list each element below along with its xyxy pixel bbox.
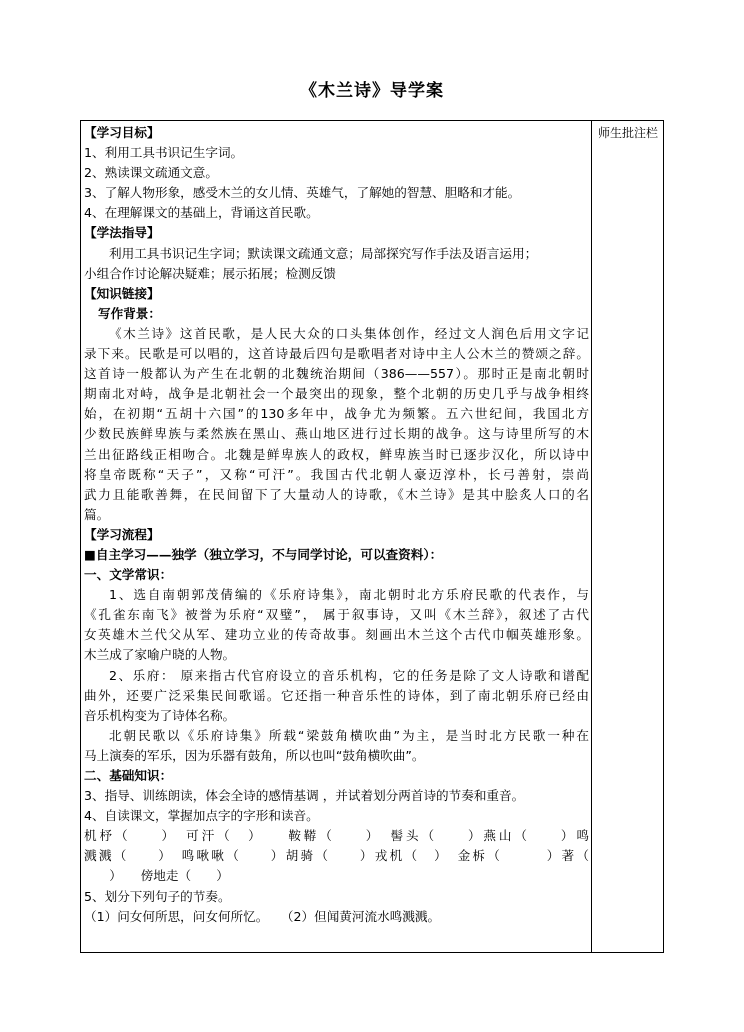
content-line: 写作背景： <box>98 305 161 321</box>
content-line: ） 傍地走（ ） <box>84 868 229 884</box>
content-line: 马上演奏的军乐，因为乐器有鼓角，所以也叫“鼓角横吹曲”。 <box>84 747 425 763</box>
content-line: 音乐机构变为了诗体名称。 <box>84 707 236 723</box>
content-line: （1）问女何所思，问女何所忆。 （2）但闻黄河流水鸣溅溅。 <box>84 908 441 924</box>
content-line: ■自主学习——独学（独立学习，不与同学讨论，可以查资料）： <box>84 546 443 562</box>
content-line: 二、基础知识： <box>84 768 173 783</box>
content-line: 【学法指导】 <box>84 225 160 241</box>
content-line: 曲外，还要广泛采集民间歌谣。它还指一种音乐性的诗体，到了南北朝乐府已经由 <box>84 687 589 703</box>
annotation-column-header: 师生批注栏 <box>598 126 659 140</box>
content-line: 【学习流程】 <box>84 526 160 542</box>
content-line: 2、乐府： 原来指古代官府设立的音乐机构，它的任务是除了文人诗歌和谱配 <box>109 667 589 683</box>
worksheet-table <box>80 120 664 953</box>
content-line: 始，在初期“五胡十六国”的130多年中，战争尤为频繁。五六世纪间，我国北方 <box>84 406 589 422</box>
content-line: 木兰成了家喻户晓的人物。 <box>84 647 236 663</box>
content-line: 5、划分下列句子的节奏。 <box>84 888 231 904</box>
content-line: 【学习目标】 <box>84 125 160 140</box>
content-line: 女英雄木兰代父从军、建功立业的传奇故事。刻画出木兰这个古代巾帼英雄形象。 <box>84 627 589 643</box>
content-line: 利用工具书识记生字词；默读课文疏通文意；局部探究写作手法及语言运用； <box>109 245 538 261</box>
content-line: 3、指导、训练朗读，体会全诗的感情基调 ，并试着划分两首诗的节奏和重音。 <box>84 788 525 804</box>
content-line: 北朝民歌以《乐府诗集》所载“梁鼓角横吹曲”为主，是当时北方民歌一种在 <box>109 727 589 743</box>
content-line: 录下来。民歌是可以唱的，这首诗最后四句是歌唱者对诗中主人公木兰的赞颂之辞。 <box>84 346 589 362</box>
content-line: 兰出征路线正相吻合。北魏是鲜卑族人的政权，鲜卑族当时已逐步汉化，所以诗中 <box>84 446 589 462</box>
column-divider <box>591 121 592 952</box>
content-line: 溅溅（ ） 鸣啾啾（ ）胡骑（ ）戎机（ ） 金柝（ ）著（ <box>84 848 589 864</box>
content-line: 1、选自南朝郭茂倩编的《乐府诗集》，南北朝时北方乐府民歌的代表作，与 <box>109 587 589 603</box>
content-line: 【知识链接】 <box>84 285 160 301</box>
content-line: 这首诗一般都认为产生在北朝的北魏统治期间（386——557）。那时正是南北朝时 <box>84 366 589 382</box>
content-line: 篇。 <box>84 506 110 522</box>
content-line: 4、自读课文，掌握加点字的字形和读音。 <box>84 808 319 824</box>
content-line: 小组合作讨论解决疑难；展示拓展；检测反馈 <box>84 265 336 281</box>
content-line: 《木兰诗》这首民歌，是人民大众的口头集体创作，经过文人润色后用文字记 <box>109 325 589 341</box>
worksheet-content <box>84 123 589 927</box>
content-line: 4、在理解课文的基础上，背诵这首民歌。 <box>84 205 319 221</box>
content-line: 少数民族鲜卑族与柔然族在黑山、燕山地区进行过长期的战争。这与诗里所写的木 <box>84 426 589 442</box>
content-line: 期南北对峙，战争是北朝社会一个最突出的现象，整个北朝的历史几乎与战争相终 <box>84 386 589 402</box>
page-title: 《木兰诗》导学案 <box>300 81 444 101</box>
content-line: 3、了解人物形象，感受木兰的女儿情、英雄气，了解她的智慧、胆略和才能。 <box>84 185 521 201</box>
content-line: 一、文学常识： <box>84 567 173 583</box>
content-line: 武力且能歌善舞，在民间留下了大量动人的诗歌，《木兰诗》是其中脍炙人口的名 <box>84 486 589 502</box>
content-line: 《孔雀东南飞》被誉为乐府“双璧”， 属于叙事诗，又叫《木兰辞》，叙述了古代 <box>84 607 589 623</box>
content-line: 机杼（ ） 可汗（ ） 鞍鞯（ ） 髻头（ ）燕山（ ）鸣 <box>84 828 589 844</box>
content-line: 1、利用工具书识记生字词。 <box>84 145 244 161</box>
content-line: 2、熟读课文疏通文意。 <box>84 165 218 181</box>
content-line: 将皇帝既称“天子”，又称“可汗”。我国古代北朝人豪迈淳朴，长弓善射，崇尚 <box>84 466 589 482</box>
